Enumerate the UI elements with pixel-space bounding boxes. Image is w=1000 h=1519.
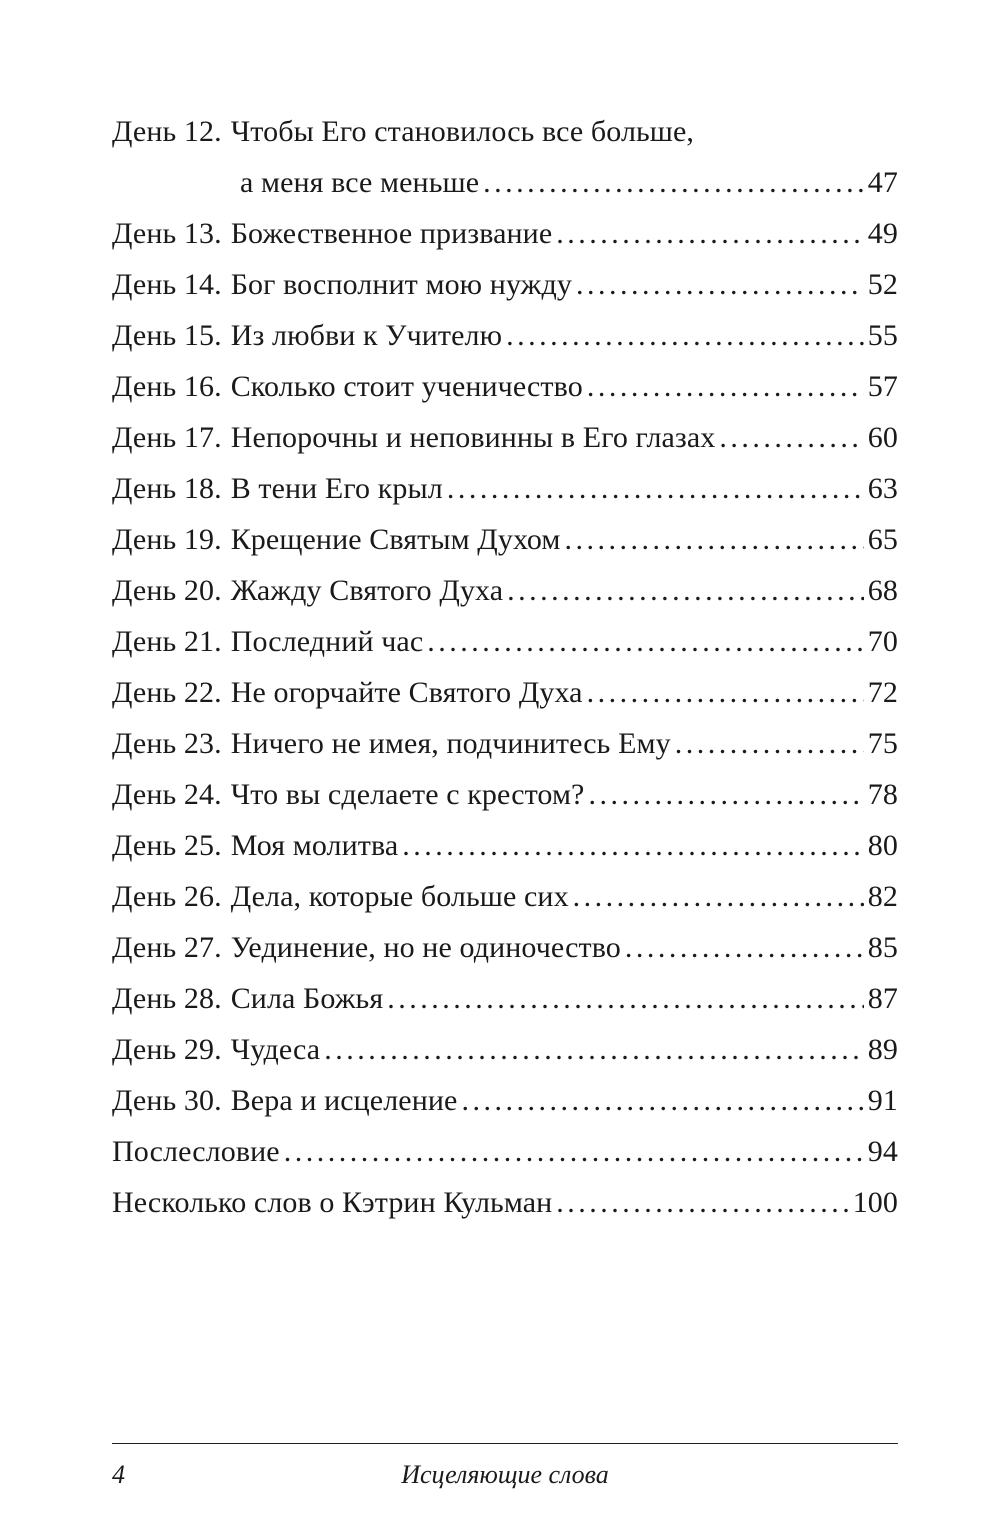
toc-title: Ничего не имея, подчинитесь Ему bbox=[230, 727, 671, 760]
toc-page-number: 72 bbox=[867, 676, 898, 709]
toc-page-number: 47 bbox=[867, 166, 898, 199]
toc-page-number: 49 bbox=[867, 217, 898, 250]
toc-day-label: День 19. bbox=[112, 523, 222, 556]
toc-day-label: День 29. bbox=[112, 1033, 222, 1066]
toc-page-number: 52 bbox=[867, 268, 898, 301]
toc-entry-day-30 bbox=[112, 1075, 898, 1126]
toc-title-continued: а меня все меньше bbox=[240, 166, 480, 199]
toc-entry-day-15 bbox=[112, 310, 898, 361]
dot-leader bbox=[447, 463, 864, 514]
toc-day-label: День 20. bbox=[112, 574, 222, 607]
toc-title: Чудеса bbox=[230, 1033, 321, 1066]
toc-page-number: 65 bbox=[867, 523, 898, 556]
dot-leader bbox=[483, 157, 864, 208]
toc-entry-day-16 bbox=[112, 361, 898, 412]
toc-day-label: День 25. bbox=[112, 829, 222, 862]
toc-page-number: 82 bbox=[867, 880, 898, 913]
page-footer bbox=[112, 1457, 898, 1493]
toc-entry-day-19 bbox=[112, 514, 898, 565]
toc-day-label: День 13. bbox=[112, 217, 222, 250]
toc-day-label: День 30. bbox=[112, 1084, 222, 1117]
footer-divider bbox=[112, 1443, 898, 1444]
toc-entry-day-17 bbox=[112, 412, 898, 463]
dot-leader bbox=[387, 973, 864, 1024]
toc-entry-day-18 bbox=[112, 463, 898, 514]
toc-day-label: День 27. bbox=[112, 931, 222, 964]
toc-page-number: 91 bbox=[867, 1084, 898, 1117]
toc-page-number: 89 bbox=[867, 1033, 898, 1066]
toc-title: Дела, которые больше сих bbox=[230, 880, 569, 913]
toc-entry-day-22 bbox=[112, 667, 898, 718]
toc-title: В тени Его крыл bbox=[230, 472, 443, 505]
dot-leader bbox=[402, 820, 864, 871]
toc-title: Моя молитва bbox=[230, 829, 399, 862]
toc-day-label: День 17. bbox=[112, 421, 222, 454]
toc-day-label: День 15. bbox=[112, 319, 222, 352]
toc-day-label: День 24. bbox=[112, 778, 222, 811]
toc-title: Послесловие bbox=[112, 1135, 280, 1168]
toc-day-label: День 16. bbox=[112, 370, 222, 403]
toc-entry-day-14 bbox=[112, 259, 898, 310]
toc-entry-day-12 bbox=[112, 106, 898, 208]
toc-title: Жажду Святого Духа bbox=[230, 574, 504, 607]
toc-day-label: День 22. bbox=[112, 676, 222, 709]
dot-leader bbox=[587, 667, 864, 718]
dot-leader bbox=[427, 616, 864, 667]
dot-leader bbox=[588, 769, 863, 820]
toc-page-number: 94 bbox=[867, 1135, 898, 1168]
toc-title: Божественное призвание bbox=[230, 217, 553, 250]
toc-day-label: День 21. bbox=[112, 625, 222, 658]
toc-entry-day-13 bbox=[112, 208, 898, 259]
toc-title: Чтобы Его становилось все больше, bbox=[230, 115, 695, 148]
toc-day-label: День 12. bbox=[112, 115, 222, 148]
toc-day-label: День 28. bbox=[112, 982, 222, 1015]
toc-page-number: 85 bbox=[867, 931, 898, 964]
dot-leader bbox=[565, 514, 864, 565]
toc-page-number: 70 bbox=[867, 625, 898, 658]
dot-leader bbox=[675, 718, 864, 769]
toc-title: Вера и исцеление bbox=[230, 1084, 458, 1117]
toc-entry-day-29 bbox=[112, 1024, 898, 1075]
dot-leader bbox=[587, 361, 864, 412]
toc-entry-day-21 bbox=[112, 616, 898, 667]
dot-leader bbox=[506, 310, 864, 361]
toc-title: Из любви к Учителю bbox=[230, 319, 503, 352]
dot-leader bbox=[284, 1126, 864, 1177]
toc-page-number: 63 bbox=[867, 472, 898, 505]
toc-entry-day-23 bbox=[112, 718, 898, 769]
toc-title: Бог восполнит мою нужду bbox=[230, 268, 572, 301]
dot-leader bbox=[556, 208, 864, 259]
toc-title: Крещение Святым Духом bbox=[230, 523, 561, 556]
toc-page-number: 75 bbox=[867, 727, 898, 760]
toc-day-label: День 26. bbox=[112, 880, 222, 913]
page-number: 4 bbox=[112, 1460, 125, 1489]
toc-page-number: 87 bbox=[867, 982, 898, 1015]
toc-title: Сколько стоит ученичество bbox=[230, 370, 583, 403]
toc-title: Несколько слов о Кэтрин Кульман bbox=[112, 1186, 553, 1219]
toc-entry-day-24 bbox=[112, 769, 898, 820]
running-title: Исцеляющие слова bbox=[401, 1460, 609, 1489]
toc-page-number: 60 bbox=[867, 421, 898, 454]
toc-title: Непорочны и неповинны в Его глазах bbox=[230, 421, 716, 454]
toc-title: Что вы сделаете с крестом? bbox=[230, 778, 585, 811]
toc-entry-day-27 bbox=[112, 922, 898, 973]
toc-title: Не огорчайте Святого Духа bbox=[230, 676, 583, 709]
toc-entry-day-20 bbox=[112, 565, 898, 616]
toc-title: Сила Божья bbox=[230, 982, 384, 1015]
dot-leader bbox=[461, 1075, 863, 1126]
toc-day-label: День 14. bbox=[112, 268, 222, 301]
dot-leader bbox=[573, 871, 864, 922]
toc-entry-day-28 bbox=[112, 973, 898, 1024]
toc-page-number: 57 bbox=[867, 370, 898, 403]
table-of-contents bbox=[112, 106, 898, 1228]
toc-entry-about-author bbox=[112, 1177, 898, 1228]
toc-page-number: 68 bbox=[867, 574, 898, 607]
toc-entry-day-26 bbox=[112, 871, 898, 922]
toc-page-number: 80 bbox=[867, 829, 898, 862]
dot-leader bbox=[556, 1177, 848, 1228]
dot-leader bbox=[625, 922, 864, 973]
toc-page-number: 78 bbox=[867, 778, 898, 811]
dot-leader bbox=[719, 412, 863, 463]
toc-title: Уединение, но не одиночество bbox=[230, 931, 621, 964]
dot-leader bbox=[576, 259, 864, 310]
dot-leader bbox=[507, 565, 864, 616]
toc-page-number: 55 bbox=[867, 319, 898, 352]
toc-entry-afterword bbox=[112, 1126, 898, 1177]
toc-title: Последний час bbox=[230, 625, 424, 658]
toc-entry-day-25 bbox=[112, 820, 898, 871]
toc-day-label: День 23. bbox=[112, 727, 222, 760]
toc-day-label: День 18. bbox=[112, 472, 222, 505]
toc-page-number: 100 bbox=[852, 1186, 898, 1219]
dot-leader bbox=[324, 1024, 864, 1075]
